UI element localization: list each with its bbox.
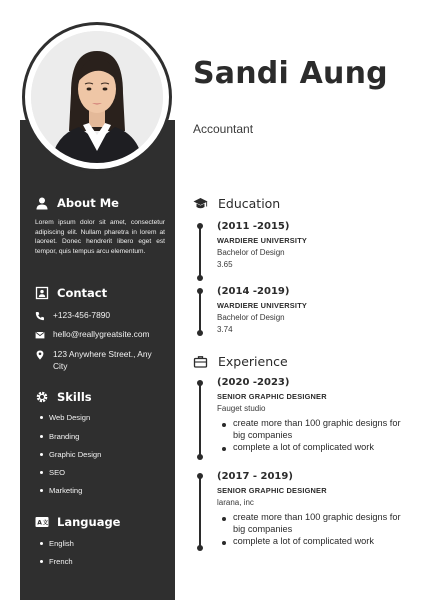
education-timeline-2 — [199, 291, 201, 333]
education-entry — [217, 221, 412, 269]
experience-title: SENIOR GRAPHIC DESIGNER — [217, 486, 327, 495]
experience-heading-label: Experience — [218, 354, 288, 369]
skill-item: Marketing — [49, 486, 83, 495]
education-heading — [193, 196, 280, 211]
language-heading-label: Language — [57, 515, 121, 529]
briefcase-icon — [193, 354, 208, 369]
experience-heading — [193, 354, 288, 369]
experience-company: Fauget studio — [217, 404, 266, 413]
about-text: Lorem ipsum dolor sit amet, consectetur adipiscing elit. Nullam pharetra in lorem at laoreet. Donec hendrerit libero eget est tempor, quis tempus arcu elementum. — [35, 219, 165, 255]
graduation-cap-icon — [193, 196, 208, 211]
phone-number: +123-456-7890 — [53, 310, 111, 320]
experience-responsibilities — [217, 512, 412, 548]
street-address: 123 Anywhere Street., Any City — [53, 349, 152, 371]
translate-icon — [35, 515, 49, 529]
skill-item: Web Design — [49, 413, 91, 422]
language-section — [35, 515, 165, 575]
education-years: (2014 -2019) — [217, 286, 290, 297]
user-icon — [35, 196, 49, 210]
skill-item: Graphic Design — [49, 450, 102, 459]
language-heading — [35, 515, 165, 529]
svg-text:文: 文 — [42, 520, 49, 527]
contact-phone — [35, 310, 110, 322]
svg-text:A: A — [37, 519, 42, 527]
experience-timeline-2 — [199, 476, 201, 548]
education-gpa: 3.65 — [217, 260, 233, 269]
location-pin-icon — [35, 350, 45, 360]
skills-heading-label: Skills — [57, 390, 92, 404]
language-item: English — [49, 539, 74, 548]
experience-timeline-1 — [199, 383, 201, 457]
experience-entry — [217, 471, 412, 548]
education-heading-label: Education — [218, 196, 281, 211]
experience-years: (2020 -2023) — [217, 377, 290, 388]
phone-icon — [35, 311, 45, 321]
skill-item: SEO — [49, 468, 66, 477]
about-heading — [35, 196, 165, 210]
experience-responsibilities — [217, 418, 412, 454]
contact-heading — [35, 286, 165, 300]
experience-entry — [217, 377, 412, 454]
profile-photo-frame — [22, 22, 172, 172]
contact-address — [35, 349, 163, 373]
skills-heading — [35, 390, 165, 404]
education-degree: Bachelor of Design — [217, 248, 285, 257]
email-address: hello@reallygreatsite.com — [53, 329, 150, 339]
about-section — [35, 196, 165, 256]
contact-heading-label: Contact — [57, 286, 108, 300]
education-degree: Bachelor of Design — [217, 313, 285, 322]
experience-title: SENIOR GRAPHIC DESIGNER — [217, 392, 327, 401]
envelope-icon — [35, 330, 45, 340]
education-timeline-1 — [199, 226, 201, 278]
responsibility-item: create more than 100 graphic designs for big companies — [217, 418, 412, 442]
contact-card-icon — [35, 286, 49, 300]
responsibility-item: complete a lot of complicated work — [217, 536, 412, 548]
contact-email — [35, 329, 149, 341]
education-school: WARDIERE UNIVERSITY — [217, 301, 308, 310]
education-entry — [217, 286, 412, 334]
experience-years: (2017 - 2019) — [217, 471, 293, 482]
education-gpa: 3.74 — [217, 325, 233, 334]
about-heading-label: About Me — [57, 196, 119, 210]
contact-section — [35, 286, 165, 376]
responsibility-item: create more than 100 graphic designs for big companies — [217, 512, 412, 536]
candidate-role: Accountant — [193, 122, 254, 136]
gear-icon — [35, 390, 49, 404]
profile-photo — [31, 31, 163, 163]
education-school: WARDIERE UNIVERSITY — [217, 236, 308, 245]
skills-section — [35, 390, 165, 500]
person-portrait-image — [31, 31, 163, 163]
candidate-name: Sandi Aung — [193, 56, 388, 91]
skill-item: Branding — [49, 432, 80, 441]
education-years: (2011 -2015) — [217, 221, 290, 232]
experience-company: larana, inc — [217, 498, 254, 507]
responsibility-item: complete a lot of complicated work — [217, 442, 412, 454]
language-item: French — [49, 557, 73, 566]
